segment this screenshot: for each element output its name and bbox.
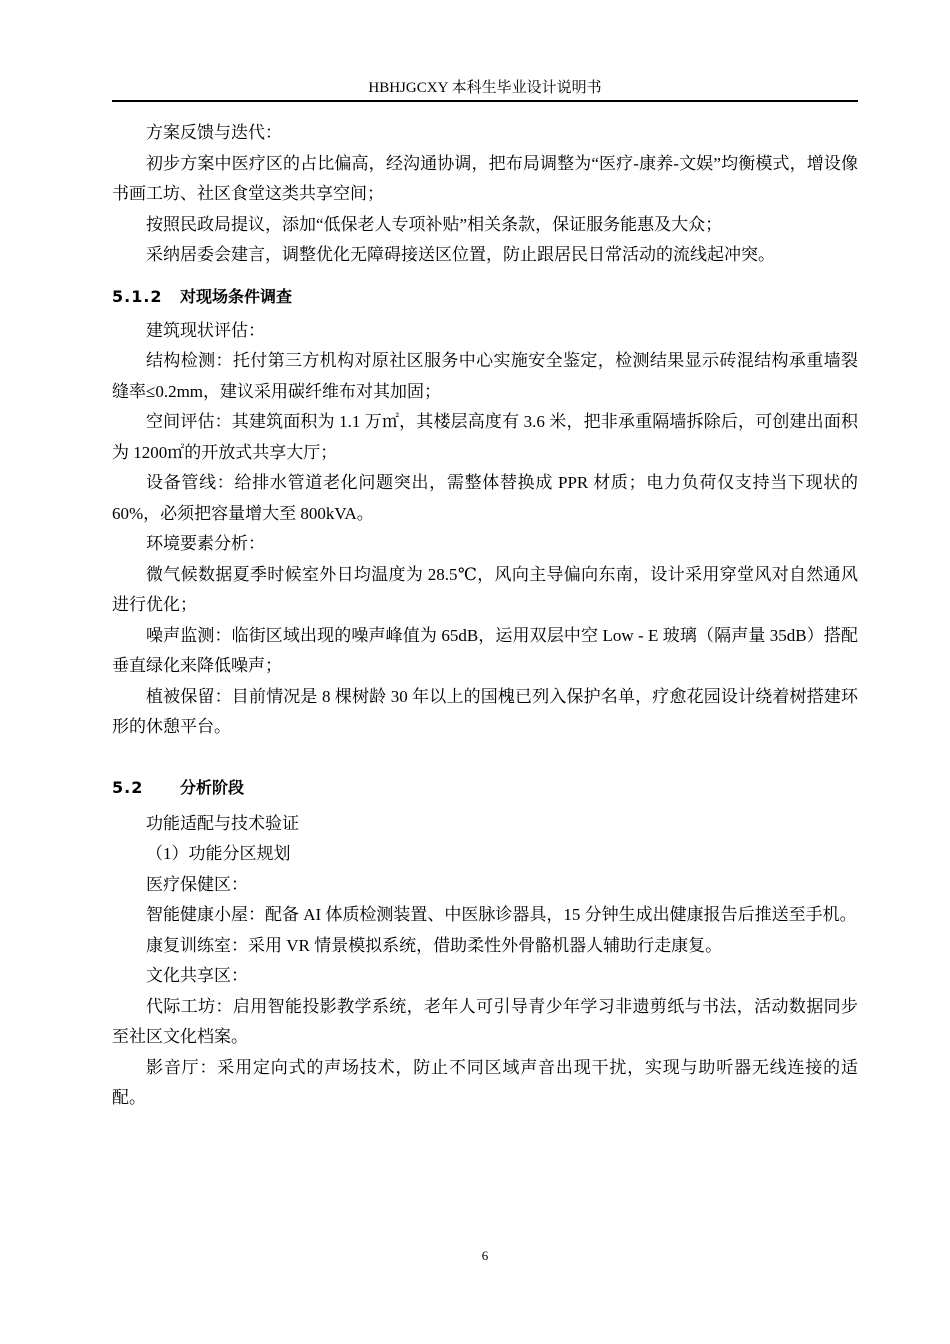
paragraph: 空间评估：其建筑面积为 1.1 万㎡，其楼层高度有 3.6 米，把非承重隔墙拆除后，可创建出面积为 1200㎡的开放式共享大厅； bbox=[112, 412, 858, 462]
paragraph: 设备管线：给排水管道老化问题突出，需整体替换成 PPR 材质；电力负荷仅支持当下现状的 60%，必须把容量增大至 800kVA。 bbox=[112, 473, 858, 523]
paragraph: 采纳居委会建言，调整优化无障碍接送区位置，防止跟居民日常活动的流线起冲突。 bbox=[146, 245, 775, 264]
running-header: HBHJGCXY 本科生毕业设计说明书 bbox=[368, 80, 602, 96]
paragraph: 代际工坊：启用智能投影教学系统，老年人可引导青少年学习非遗剪纸与书法，活动数据同步至社区文化档案。 bbox=[112, 996, 858, 1046]
paragraph: 医疗保健区： bbox=[146, 874, 248, 894]
section-heading-5-1-2 bbox=[112, 282, 858, 312]
header-rule bbox=[112, 100, 858, 102]
section-heading-5-2 bbox=[112, 773, 858, 803]
page-number: 6 bbox=[481, 1248, 489, 1263]
paragraph: 噪声监测：临街区域出现的噪声峰值为 65dB，运用双层中空 Low - E 玻璃（隔声量 35dB）搭配垂直绿化来降低噪声； bbox=[112, 625, 858, 675]
section-number: 5.2 bbox=[112, 777, 144, 797]
paragraph: 微气候数据夏季时候室外日均温度为 28.5℃，风向主导偏向东南，设计采用穿堂风对自然通风进行优化； bbox=[112, 564, 858, 614]
paragraph: 康复训练室：采用 VR 情景模拟系统，借助柔性外骨骼机器人辅助行走康复。 bbox=[146, 935, 723, 955]
paragraph: 功能适配与技术验证 bbox=[146, 813, 299, 833]
document-body bbox=[112, 118, 858, 1114]
paragraph: 按照民政局提议，添加“低保老人专项补贴”相关条款，保证服务能惠及大众； bbox=[146, 214, 723, 234]
paragraph: 影音厅：采用定向式的声场技术，防止不同区域声音出现干扰，实现与助听器无线连接的适配。 bbox=[112, 1057, 858, 1107]
paragraph: （1）功能分区规划 bbox=[146, 844, 291, 863]
paragraph: 智能健康小屋：配备 AI 体质检测装置、中医脉诊器具，15 分钟生成出健康报告后推送至手机。 bbox=[146, 905, 857, 924]
paragraph: 环境要素分析： bbox=[146, 534, 265, 553]
paragraph: 建筑现状评估： bbox=[146, 320, 265, 340]
paragraph: 植被保留：目前情况是 8 棵树龄 30 年以上的国槐已列入保护名单，疗愈花园设计绕着树搭建环形的休憩平台。 bbox=[112, 686, 858, 736]
paragraph: 方案反馈与迭代： bbox=[146, 123, 282, 142]
paragraph: 初步方案中医疗区的占比偏高，经沟通协调，把布局调整为“医疗-康养-文娱”均衡模式，增设像书画工坊、社区食堂这类共享空间； bbox=[112, 153, 858, 203]
section-title: 对现场条件调查 bbox=[180, 286, 293, 306]
paragraph: 结构检测：托付第三方机构对原社区服务中心实施安全鉴定，检测结果显示砖混结构承重墙裂缝率≤0.2mm，建议采用碳纤维布对其加固； bbox=[112, 351, 858, 401]
section-title: 分析阶段 bbox=[180, 777, 245, 797]
section-number: 5.1.2 bbox=[112, 286, 163, 306]
paragraph: 文化共享区： bbox=[146, 966, 248, 985]
